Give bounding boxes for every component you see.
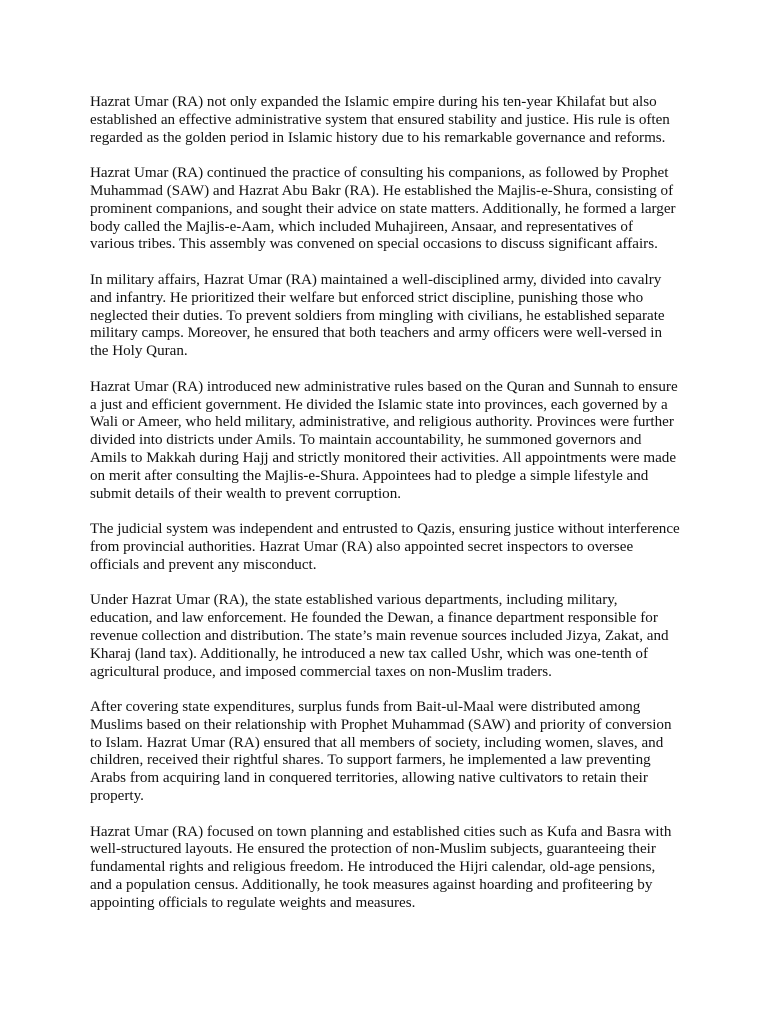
- paragraph-consultation: Hazrat Umar (RA) continued the practice of consulting his companions, as followed by Prophet Muhammad (SAW) and Hazrat Abu Bakr (RA). He established the Majlis-e-Shura, consisting of prominent companions, and sought their advice on state matters. Additionally, he formed a larger body called the Majlis-e-Aam, which included Muhajireen, Ansaar, and representatives of various tribes. This assembly was convened on special occasions to discuss significant affairs.: [90, 165, 676, 253]
- paragraph-departments: Under Hazrat Umar (RA), the state established various departments, including military, education, and law enforcement. He founded the Dewan, a finance department responsible for revenue collection and distribution. The state’s main revenue sources included Jizya, Zakat, and Kharaj (land tax). Additionally, he introduced a new tax called Ushr, which was one-tenth of agricultural produce, and imposed commercial taxes on non-Muslim traders.: [90, 592, 669, 680]
- paragraph-administration: Hazrat Umar (RA) introduced new administrative rules based on the Quran and Sunnah to ensure a just and efficient government. He divided the Islamic state into provinces, each governed by a Wali or Ameer, who held military, administrative, and religious authority. Provinces were further divided into districts under Amils. To maintain accountability, he summoned governors and Amils to Makkah during Hajj and strictly monitored their activities. All appointments were made on merit after consulting the Majlis-e-Shura. Appointees had to pledge a simple lifestyle and submit details of their wealth to prevent corruption.: [90, 378, 678, 502]
- paragraph-town-planning: Hazrat Umar (RA) focused on town planning and established cities such as Kufa and Basra with well-structured layouts. He ensured the protection of non-Muslim subjects, guaranteeing their fundamental rights and religious freedom. He introduced the Hijri calendar, old-age pensions, and a population census. Additionally, he took measures against hoarding and profiteering by appointing officials to regulate weights and measures.: [90, 823, 672, 911]
- paragraph-intro: Hazrat Umar (RA) not only expanded the Islamic empire during his ten-year Khilafat but also established an effective administrative system that ensured stability and justice. His rule is often regarded as the golden period in Islamic history due to his remarkable governance and reforms.: [90, 94, 670, 146]
- paragraph-judiciary: The judicial system was independent and entrusted to Qazis, ensuring justice without interference from provincial authorities. Hazrat Umar (RA) also appointed secret inspectors to oversee officials and prevent any misconduct.: [90, 521, 680, 573]
- document-page: [90, 94, 680, 913]
- paragraph-military: In military affairs, Hazrat Umar (RA) maintained a well-disciplined army, divided into cavalry and infantry. He prioritized their welfare but enforced strict discipline, punishing those who neglected their duties. To prevent soldiers from mingling with civilians, he established separate military camps. Moreover, he ensured that both teachers and army officers were well-versed in the Holy Quran.: [90, 271, 665, 360]
- paragraph-distribution: After covering state expenditures, surplus funds from Bait-ul-Maal were distributed among Muslims based on their relationship with Prophet Muhammad (SAW) and priority of conversion to Islam. Hazrat Umar (RA) ensured that all members of society, including women, slaves, and children, received their rightful shares. To support farmers, he implemented a law preventing Arabs from acquiring land in conquered territories, allowing native cultivators to retain their property.: [90, 699, 672, 805]
